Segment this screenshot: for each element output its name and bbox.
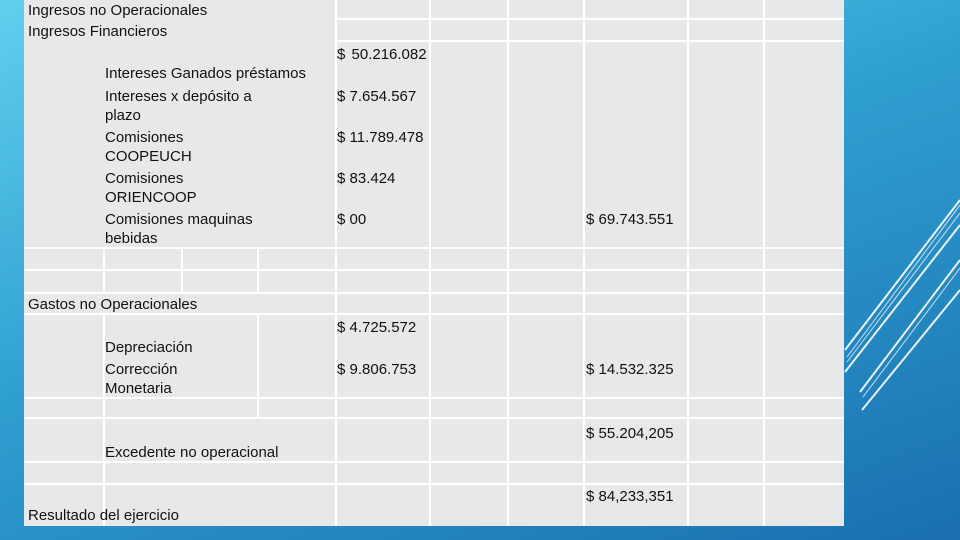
item-value: $ 9.806.753 <box>337 361 417 378</box>
item-label: Comisiones maquinas bebidas <box>105 211 253 247</box>
item-label: Intereses Ganados préstamos <box>105 65 306 82</box>
resultado-label: Resultado del ejercicio <box>28 507 179 524</box>
item-value: $ 7.654.567 <box>337 88 417 105</box>
item-label: Corrección Monetaria <box>105 361 178 397</box>
financieros-title: Ingresos Financieros <box>28 23 168 40</box>
item-label: Intereses x depósito a plazo <box>105 88 252 124</box>
item-value: $ 00 <box>337 211 367 228</box>
item-value: $ 4.725.572 <box>337 319 417 336</box>
ingresos-total: $ 69.743.551 <box>586 211 674 228</box>
item-label: Comisiones ORIENCOOP <box>105 170 197 206</box>
spreadsheet <box>24 0 844 526</box>
item-label: Depreciación <box>105 339 193 356</box>
item-label: Comisiones COOPEUCH <box>105 129 192 165</box>
item-value: $ 11.789.478 <box>337 129 424 146</box>
ingresos-title: Ingresos no Operacionales <box>28 2 208 19</box>
gastos-title: Gastos no Operacionales <box>28 296 198 313</box>
gastos-total: $ 14.532.325 <box>586 361 674 378</box>
resultado-value: $ 84,233,351 <box>586 488 674 505</box>
excedente-label: Excedente no operacional <box>105 444 279 461</box>
item-value: $ 50.216.082 <box>337 46 427 63</box>
item-value: $ 83.424 <box>337 170 396 187</box>
excedente-value: $ 55.204,205 <box>586 425 674 442</box>
